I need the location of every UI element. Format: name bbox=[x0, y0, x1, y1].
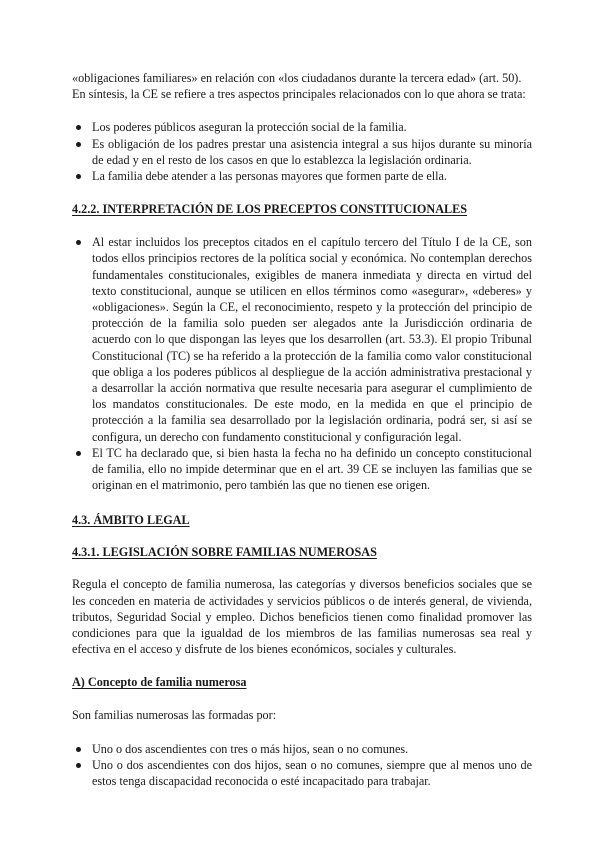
list-item: Al estar incluidos los preceptos citados en el capítulo tercero del Título I de la CE, son todos ellos principios rectores de la política social y económica. No contemplan derechos fundamentales constitucionales, exigibles de manera inmediata y directa en virtud del texto constitucional, aunque se utilicen en ellos términos como «asegurar», «deberes» y «obligaciones». Según la CE, el reconocimiento, respeto y la protección del principio de protección de la familia solo pueden ser alegados ante la Jurisdicción ordinaria de acuerdo con lo que dispongan las leyes que los desarrollen (art. 53.3). El propio Tribunal Constitucional (TC) se ha referido a la protección de la familia como valor constitucional que obliga a los poderes públicos al despliegue de la acción administrativa prestacional y a desarrollar la acción normativa que resulte necesaria para asegurar el cumplimiento de los mandatos constitucionales. De este modo, en la medida en que el principio de protección a la familia sea desarrollado por la legislación ordinaria, podrá ser, si así se configura, un derecho con fundamento constitucional y configuración legal. bbox=[72, 234, 532, 445]
aspects-list bbox=[72, 119, 532, 184]
subsection-heading-a: A) Concepto de familia numerosa bbox=[72, 675, 247, 690]
lead-sentence: Son familias numerosas las formadas por: bbox=[72, 708, 277, 723]
section-heading-4-3-1: 4.3.1. LEGISLACIÓN SOBRE FAMILIAS NUMEROSAS bbox=[72, 545, 377, 560]
section-heading-4-2-2: 4.2.2. INTERPRETACIÓN DE LOS PRECEPTOS CONSTITUCIONALES bbox=[72, 202, 468, 217]
section-heading-4-3: 4.3. ÁMBITO LEGAL bbox=[72, 513, 190, 528]
list-item: El TC ha declarado que, si bien hasta la fecha no ha definido un concepto constitucional de familia, ello no impide determinar que en el art. 39 CE se incluyen las familias que se originan en el matrimonio, pero también las que no tienen ese origen. bbox=[72, 445, 532, 494]
intro-line: En síntesis, la CE se refiere a tres aspectos principales relacionados con lo que ahora se trata: bbox=[72, 87, 526, 102]
list-item: Uno o dos ascendientes con dos hijos, sean o no comunes, siempre que al menos uno de estos tenga discapacidad reconocida o esté incapacitado para trabajar. bbox=[72, 757, 532, 789]
list-item: Uno o dos ascendientes con tres o más hijos, sean o no comunes. bbox=[72, 741, 532, 757]
family-types-list bbox=[72, 741, 532, 790]
list-item: La familia debe atender a las personas mayores que formen parte de ella. bbox=[72, 168, 532, 184]
interpretation-list bbox=[72, 234, 532, 493]
list-item: Los poderes públicos aseguran la protección social de la familia. bbox=[72, 119, 532, 135]
intro-line: «obligaciones familiares» en relación con «los ciudadanos durante la tercera edad» (art. 50). bbox=[72, 71, 522, 85]
list-item: Es obligación de los padres prestar una asistencia integral a sus hijos durante su minoría de edad y en el resto de los casos en que lo establezca la legislación ordinaria. bbox=[72, 136, 532, 168]
section-paragraph: Regula el concepto de familia numerosa, las categorías y diversos beneficios sociales que se les conceden en materia de actividades y servicios públicos o de interés general, de vivienda, tributos, Seguridad Social y empleo. Dichos beneficios tienen como finalidad promover las condiciones para que la igualdad de los miembros de las familias numerosas sea real y efectiva en el acceso y disfrute de los bienes económicos, sociales y culturales. bbox=[72, 577, 532, 657]
intro-paragraph bbox=[72, 70, 532, 102]
